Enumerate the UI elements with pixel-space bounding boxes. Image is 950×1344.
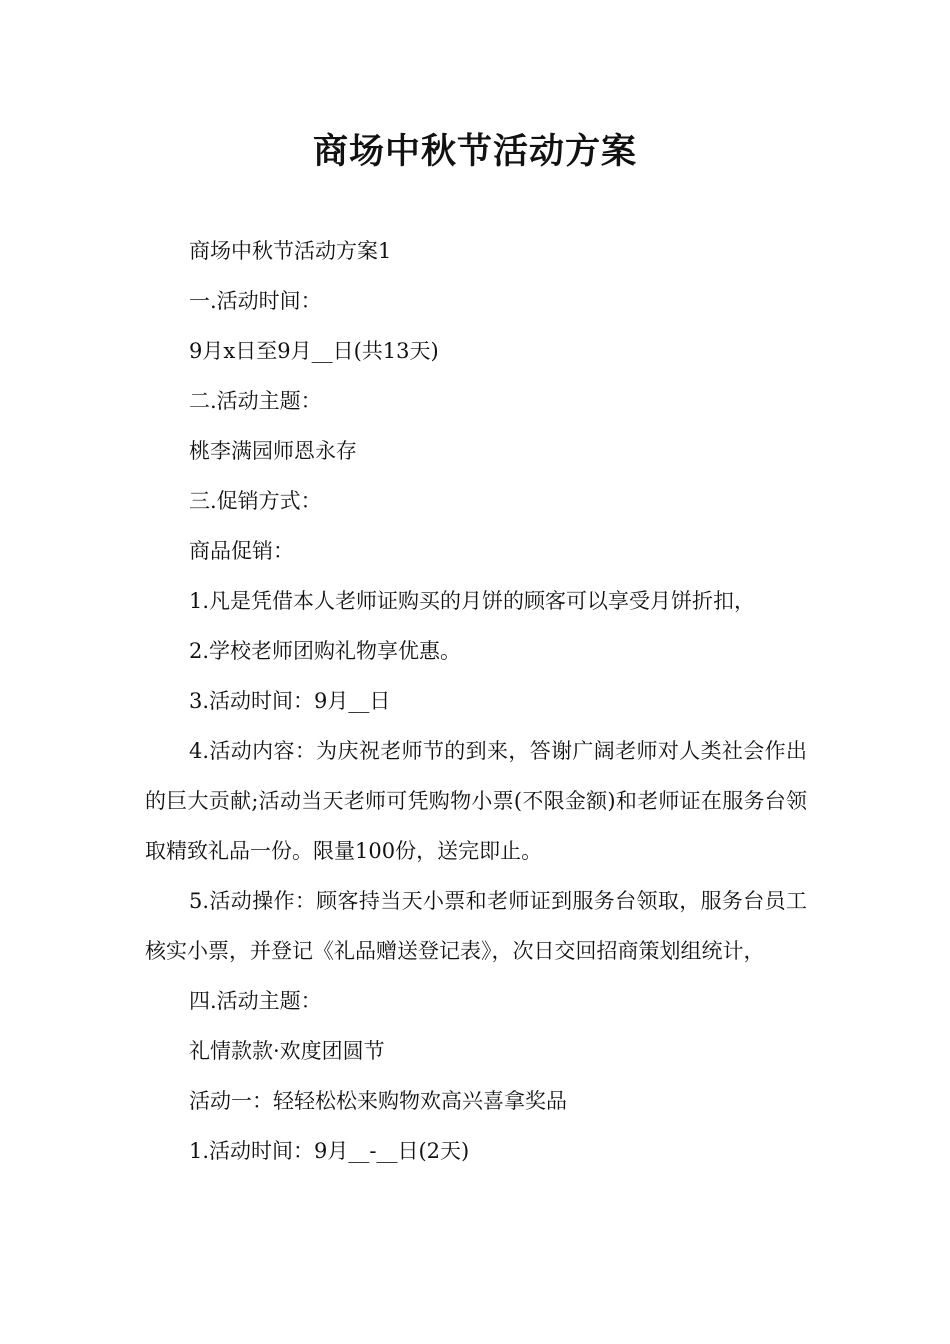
paragraph-theme: 桃李满园师恩永存 (189, 439, 357, 463)
paragraph-item-4: 4.活动内容：为庆祝老师节的到来，答谢广阔老师对人类社会作出的巨大贡献;活动当天老师可凭购物小票(不限金额)和老师证在服务台领取精致礼品一份。限量100份，送完即止。 (145, 739, 807, 863)
paragraph-time-range: 9月x日至9月__日(共13天) (189, 339, 439, 363)
paragraph-plan-heading: 商场中秋节活动方案1 (189, 239, 392, 263)
paragraph-item-5: 5.活动操作：顾客持当天小票和老师证到服务台领取，服务台员工核实小票，并登记《礼品赠送登记表》，次日交回招商策划组统计， (145, 889, 807, 963)
paragraph-section-theme: 二.活动主题： (189, 389, 322, 413)
paragraph-activity-1: 活动一：轻轻松松来购物欢高兴喜拿奖品 (189, 1089, 567, 1113)
paragraph-section-time: 一.活动时间： (189, 289, 322, 313)
paragraph-activity-1-time: 1.活动时间：9月__-__日(2天) (189, 1139, 470, 1163)
paragraph-theme-2: 礼情款款·欢度团圆节 (189, 1039, 385, 1063)
paragraph-item-3: 3.活动时间：9月__日 (189, 689, 391, 713)
paragraph-section-theme-2: 四.活动主题： (189, 989, 322, 1013)
paragraph-item-1: 1.凡是凭借本人老师证购买的月饼的顾客可以享受月饼折扣， (189, 589, 756, 613)
document-body (145, 226, 807, 1176)
document-title: 商场中秋节活动方案 (312, 131, 637, 172)
paragraph-product-promotion: 商品促销： (189, 539, 294, 563)
paragraph-section-promotion: 三.促销方式： (189, 489, 322, 513)
paragraph-item-2: 2.学校老师团购礼物享优惠。 (189, 639, 462, 663)
